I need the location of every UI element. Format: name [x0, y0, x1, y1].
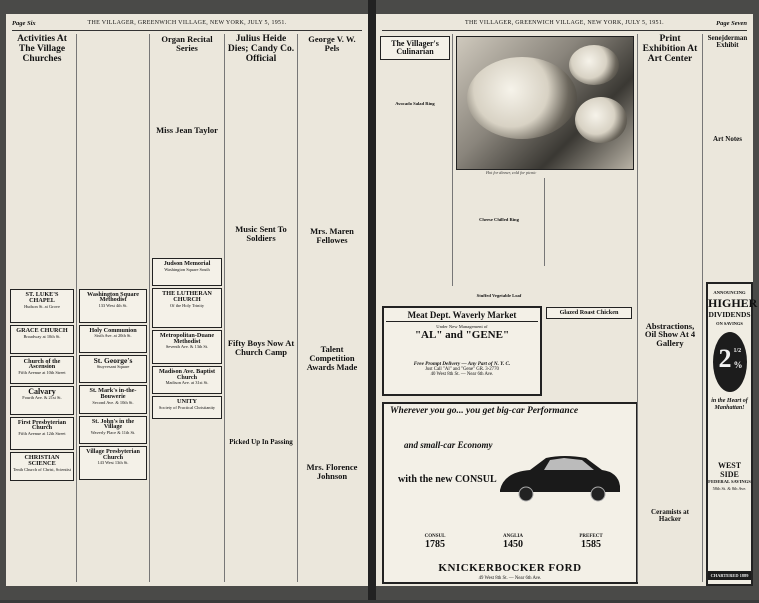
church-listing: Church of the Ascension Fifth Avenue at 10th Street: [10, 356, 74, 384]
recipe-col-b: [547, 178, 632, 266]
music-soldiers-headline: Music Sent To Soldiers: [235, 224, 287, 244]
church-listing: First Presbyterian Church Fifth Avenue at 12th Street: [10, 417, 74, 451]
jean-taylor-headline: Miss Jean Taylor: [156, 124, 218, 135]
meat-ad-address: 40 West 8th St. — Near 6th Ave.: [430, 372, 494, 378]
church-listing: Judson Memorial Washington Square South: [152, 258, 222, 286]
meat-dept-ad: [382, 306, 542, 396]
consul-dealer-addr: 49 West 8th St. — Near 6th Ave.: [478, 576, 542, 581]
dividend-rate-badge: 2 1/2 %: [713, 332, 747, 392]
church-listing: UNITY Society of Practical Christianity: [152, 396, 222, 419]
left-masthead: THE VILLAGER, GREENWICH VILLAGE, NEW YORK, JULY 5, 1951.: [87, 20, 287, 26]
bank-name: WEST SIDE: [717, 461, 742, 480]
meat-ad-delivery: Free Prompt Delivery — Any Part of N. Y. C.: [413, 361, 511, 368]
culinarian-col: [380, 34, 450, 286]
left-page: [6, 14, 368, 586]
meat-ad-sub: Under New Management of: [436, 324, 488, 329]
recipe-heading: Cheese Chilled Ring: [479, 216, 519, 222]
right-page-label: Page Seven: [716, 20, 747, 27]
article-text: [79, 34, 147, 287]
bank-sub: FEDERAL SAVINGS: [708, 479, 751, 485]
bank-ad: [706, 282, 758, 586]
church-listing: Metropolitan-Duane Methodist Seventh Ave. & 13th St.: [152, 330, 222, 364]
left-col-4: [227, 34, 295, 582]
abstractions-headline: Abstractions, Oil Show At 4 Gallery: [644, 320, 696, 349]
church-listing: Calvary Fourth Ave. & 21st St.: [10, 386, 74, 414]
glazed-chicken-box: Glazed Roast Chicken: [546, 307, 632, 319]
model-prefect: PREFECT 1585: [579, 534, 603, 550]
left-page-label: Page Six: [12, 20, 36, 27]
food-photo: [456, 36, 634, 170]
art-notes-headline: Art Notes: [713, 135, 742, 144]
consul-price-row: [390, 534, 630, 560]
ceramists-headline: Ceramists at Hacker: [651, 507, 689, 523]
bank-higher: HIGHER: [708, 296, 758, 310]
church-listing: Holy Communion Sixth Ave. at 20th St.: [79, 325, 147, 353]
bank-on-savings: ON SAVINGS: [716, 321, 743, 326]
pels-headline: George V. W. Pels: [308, 34, 356, 53]
right-masthead: THE VILLAGER, GREENWICH VILLAGE, NEW YORK, JULY 5, 1951.: [465, 20, 664, 26]
church-listing: St. George's Stuyvesant Square: [79, 355, 147, 383]
organ-recital-headline: Organ Recital Series: [161, 34, 213, 53]
bank-dividends: DIVIDENDS: [708, 310, 751, 319]
article-text: [10, 67, 74, 288]
churches-headline: Activities At The Village Churches: [17, 34, 67, 64]
recipe-heading: Stuffed Vegetable Loaf: [476, 292, 522, 298]
picked-up-headline: Picked Up In Passing: [229, 437, 293, 446]
photo-caption: Hot for dinner, cold for picnic: [486, 170, 537, 175]
johnson-headline: Mrs. Florence Johnson: [306, 462, 358, 482]
church-listing: St. Mark's in-the-Bouwerie Second Ave. & 10th St.: [79, 385, 147, 413]
talent-headline: Talent Competition Awards Made: [306, 344, 358, 372]
church-listing: Village Presbyterian Church 143 West 13th St.: [79, 446, 147, 480]
senejderman-col: [705, 34, 750, 280]
church-listing: St. John's in the Village Waverly Place & 11th St.: [79, 416, 147, 444]
bank-footer: CHARTERED 1889: [708, 571, 751, 580]
right-running-head: [382, 18, 747, 31]
church-camp-headline: Fifty Boys Now At Church Camp: [227, 337, 295, 357]
consul-dealer: KNICKERBOCKER FORD: [438, 562, 582, 574]
print-exhibition-headline: Print Exhibition At Art Center: [642, 34, 698, 64]
julius-heide-headline: Julius Heide Dies; Candy Co. Official: [227, 34, 295, 64]
church-listing: THE LUTHERAN CHURCH Of the Holy Trinity: [152, 288, 222, 328]
fellowes-headline: Mrs. Maren Fellowes: [310, 225, 354, 245]
left-col-3: [152, 34, 222, 582]
culinarian-title: The Villager's Culinarian: [380, 36, 450, 60]
church-listing: ST. LUKE'S CHAPEL Hudson St. at Grove: [10, 289, 74, 323]
church-listing: GRACE CHURCH Broadway at 10th St.: [10, 325, 74, 353]
meat-ad-title: Meat Dept. Waverly Market: [386, 310, 538, 322]
right-page: [376, 14, 758, 586]
left-col-5: [300, 34, 364, 582]
bank-announcing: ANNOUNCING: [713, 290, 746, 295]
consul-ad: [382, 402, 638, 584]
consul-sub: and small-car Economy: [404, 440, 493, 450]
meat-ad-names: "AL" and "GENE": [414, 329, 510, 341]
page-gutter: [368, 0, 376, 600]
consul-brand: with the new CONSUL: [398, 474, 497, 485]
left-col-2: [79, 34, 147, 582]
church-listing: Washington Square Methodist 133 West 4th St.: [79, 289, 147, 323]
consul-headline: Wherever you go... you get big-car Performance: [390, 406, 579, 416]
recipe-col-c: [546, 264, 632, 414]
bank-addr: 58th St. & 8th Ave.: [712, 486, 747, 492]
left-col-1: [10, 34, 74, 582]
model-consul: CONSUL 1785: [424, 534, 446, 550]
art-col: [640, 34, 700, 582]
senejderman-headline: Senejderman Exhibit: [707, 34, 748, 50]
car-illustration: [494, 450, 624, 502]
recipe-heading: Avocado Salad Ring: [395, 100, 435, 106]
church-listing: Madison Ave. Baptist Church Madison Ave. at 31st St.: [152, 366, 222, 394]
model-anglia: ANGLIA 1450: [502, 534, 523, 550]
left-running-head: [12, 18, 362, 31]
meat-ad-phone: Just Call "Al" and "Gene" GR. 3-2770: [425, 367, 499, 373]
church-listing: CHRISTIAN SCIENCE Tenth Church of Christ, Scientist: [10, 452, 74, 480]
bank-heart: in the Heart of Manhattan!: [711, 398, 748, 411]
recipe-col-a: [456, 178, 542, 298]
